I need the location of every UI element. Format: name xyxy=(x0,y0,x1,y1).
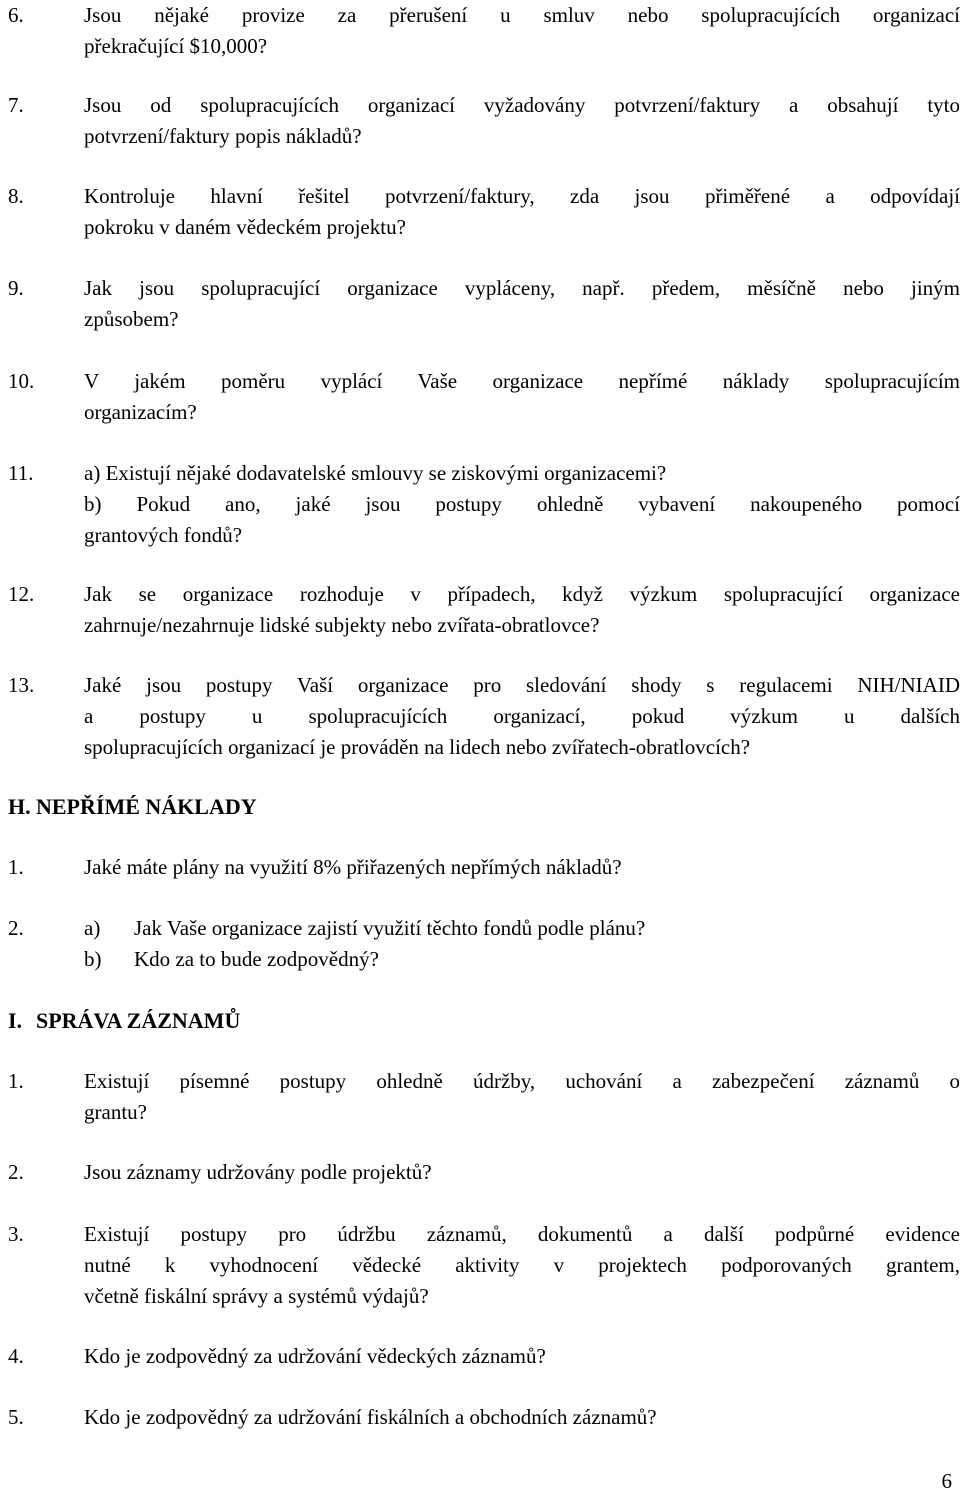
section-heading-i xyxy=(8,1005,240,1036)
question-number: 1. xyxy=(8,855,24,879)
question-text-line: Existují písemné postupy ohledně údržby, uchování a zabezpečení záznamů o xyxy=(84,1069,960,1093)
question-g-8 xyxy=(8,181,960,243)
question-text-line: Jsou záznamy udržovány podle projektů? xyxy=(84,1160,432,1184)
question-text-line: včetně fiskální správy a systémů výdajů? xyxy=(84,1284,429,1308)
question-h-2 xyxy=(8,913,960,975)
question-i-4 xyxy=(8,1341,960,1372)
question-g-7 xyxy=(8,90,960,152)
question-text-line: způsobem? xyxy=(84,307,179,331)
sub-question-b xyxy=(84,489,960,551)
question-text-line xyxy=(84,489,960,520)
question-text-line: spolupracujících organizací je prováděn na lidech nebo zvířatech-obratlovcích? xyxy=(84,735,751,759)
question-text-line: Kdo je zodpovědný za udržování fiskálních a obchodních záznamů? xyxy=(84,1405,657,1429)
sub-question-letter: a) xyxy=(84,916,101,940)
question-text-line: Jak jsou spolupracující organizace vypláceny, např. předem, měsíčně nebo jiným xyxy=(84,276,960,300)
question-number: 10. xyxy=(8,369,35,393)
question-text-line: Existují postupy pro údržbu záznamů, dokumentů a další podpůrné evidence xyxy=(84,1222,960,1246)
sub-question-b xyxy=(84,944,960,975)
question-number: 11. xyxy=(8,461,34,485)
sub-question-text: Pokud ano, jaké jsou postupy ohledně vybavení nakoupeného pomocí xyxy=(136,492,960,516)
question-h-1 xyxy=(8,852,960,883)
sub-question-text: Jak Vaše organizace zajistí využití těchto fondů podle plánu? xyxy=(134,916,646,940)
question-text-line: nutné k vyhodnocení vědecké aktivity v projektech podporovaných grantem, xyxy=(84,1253,960,1277)
question-g-10 xyxy=(8,366,960,428)
sub-question-letter: b) xyxy=(84,492,102,516)
question-number: 2. xyxy=(8,1160,24,1184)
question-text-line: Jsou od spolupracujících organizací vyžadovány potvrzení/faktury a obsahují tyto xyxy=(84,93,960,117)
question-i-5 xyxy=(8,1402,960,1433)
question-text-line: potvrzení/faktury popis nákladů? xyxy=(84,124,362,148)
question-g-13 xyxy=(8,670,960,763)
sub-question-text: Existují nějaké dodavatelské smlouvy se ziskovými organizacemi? xyxy=(105,461,667,485)
question-g-11 xyxy=(8,458,960,551)
sub-question-a xyxy=(84,458,960,489)
question-g-6 xyxy=(8,0,960,62)
section-letter: H. xyxy=(8,794,31,819)
question-number: 9. xyxy=(8,276,24,300)
question-number: 13. xyxy=(8,673,35,697)
sub-question-letter: a) xyxy=(84,461,101,485)
question-text-line: organizacím? xyxy=(84,400,197,424)
question-text-line: překračující $10,000? xyxy=(84,34,268,58)
section-letter: I. xyxy=(8,1008,23,1033)
question-text-line: Jsou nějaké provize za přerušení u smluv nebo spolupracujících organizací xyxy=(84,3,960,27)
sub-question-a xyxy=(84,913,960,944)
question-text-line: Kdo je zodpovědný za udržování vědeckých záznamů? xyxy=(84,1344,546,1368)
question-text-line: pokroku v daném vědeckém projektu? xyxy=(84,215,406,239)
question-text-line xyxy=(84,458,960,489)
question-text-line: Jaké jsou postupy Vaší organizace pro sledování shody s regulacemi NIH/NIAID xyxy=(84,673,960,697)
question-number: 12. xyxy=(8,582,35,606)
question-text-line: grantu? xyxy=(84,1100,147,1124)
page-number: 6 xyxy=(941,1469,952,1493)
question-text-line: grantových fondů? xyxy=(84,523,243,547)
section-heading-h xyxy=(8,791,257,822)
question-i-2 xyxy=(8,1157,960,1188)
section-title: SPRÁVA ZÁZNAMŮ xyxy=(36,1008,241,1033)
question-i-3 xyxy=(8,1219,960,1312)
question-number: 4. xyxy=(8,1344,24,1368)
question-number: 6. xyxy=(8,3,24,27)
question-number: 7. xyxy=(8,93,24,117)
section-title: NEPŘÍMÉ NÁKLADY xyxy=(36,794,257,819)
question-text-line: a postupy u spolupracujících organizací, pokud výzkum u dalších xyxy=(84,704,960,728)
question-number: 3. xyxy=(8,1222,24,1246)
sub-question-text: Kdo za to bude zodpovědný? xyxy=(134,947,379,971)
question-number: 8. xyxy=(8,184,24,208)
question-number: 2. xyxy=(8,916,24,940)
question-text-line: zahrnuje/nezahrnuje lidské subjekty nebo zvířata-obratlovce? xyxy=(84,613,600,637)
question-number: 5. xyxy=(8,1405,24,1429)
question-g-12 xyxy=(8,579,960,641)
sub-question-letter: b) xyxy=(84,947,102,971)
question-i-1 xyxy=(8,1066,960,1128)
question-text-line: Jaké máte plány na využití 8% přiřazených nepřímých nákladů? xyxy=(84,855,622,879)
question-g-9 xyxy=(8,273,960,335)
question-number: 1. xyxy=(8,1069,24,1093)
question-text-line: Kontroluje hlavní řešitel potvrzení/faktury, zda jsou přiměřené a odpovídají xyxy=(84,184,960,208)
question-text-line: Jak se organizace rozhoduje v případech, když výzkum spolupracující organizace xyxy=(84,582,960,606)
question-text-line: V jakém poměru vyplácí Vaše organizace nepřímé náklady spolupracujícím xyxy=(84,369,960,393)
